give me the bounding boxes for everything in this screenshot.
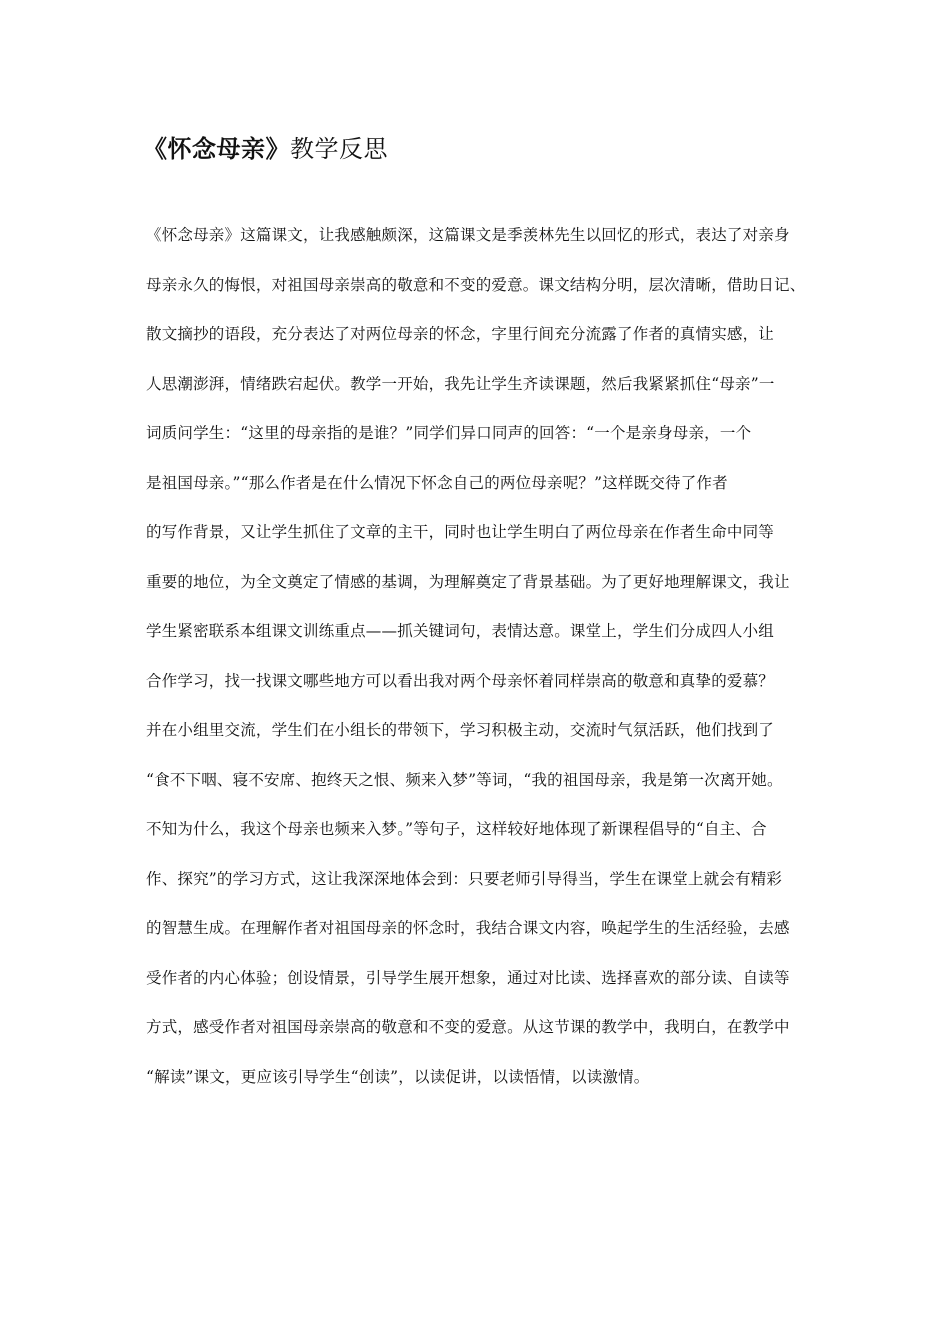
body-line: 并在小组里交流，学生们在小组长的带领下，学习积极主动，交流时气氛活跃，他们找到了: [146, 721, 775, 739]
body-line: 母亲永久的悔恨，对祖国母亲崇高的敬意和不变的爱意。课文结构分明，层次清晰，借助日记、: [146, 275, 806, 294]
body-line: 《怀念母亲》这篇课文，让我感触颇深，这篇课文是季羡林先生以回忆的形式，表达了对亲身: [146, 226, 790, 244]
document-title: [143, 132, 388, 166]
title-book-name: 《怀念母亲》: [143, 134, 290, 163]
document-body: [146, 220, 836, 1111]
body-line: 合作学习，找一找课文哪些地方可以看出我对两个母亲怀着同样崇高的敬意和真挚的爱慕？: [146, 671, 775, 690]
body-line: 的写作背景，又让学生抓住了文章的主干，同时也让学生明白了两位母亲在作者生命中同等: [146, 523, 775, 541]
body-line: 人思潮澎湃，情绪跌宕起伏。教学一开始，我先让学生齐读课题，然后我紧紧抓住“母亲”一: [146, 374, 775, 393]
body-line: 方式，感受作者对祖国母亲崇高的敬意和不变的爱意。从这节课的教学中，我明白，在教学中: [146, 1018, 790, 1036]
body-line: 不知为什么，我这个母亲也频来入梦。”等句子，这样较好地体现了新课程倡导的“自主、合: [146, 820, 767, 838]
title-suffix: 教学反思: [290, 135, 388, 163]
body-line: 的智慧生成。在理解作者对祖国母亲的怀念时，我结合课文内容，唤起学生的生活经验，去感: [146, 919, 790, 937]
body-line: 作、探究”的学习方式，这让我深深地体会到：只要老师引导得当，学生在课堂上就会有精彩: [146, 869, 783, 888]
body-line: “解读”课文，更应该引导学生“创读”，以读促讲，以读悟情，以读激情。: [146, 1067, 650, 1086]
body-line: 受作者的内心体验；创设情景，引导学生展开想象，通过对比读、选择喜欢的部分读、自读等: [146, 968, 790, 987]
body-line: 学生紧密联系本组课文训练重点——抓关键词句，表情达意。课堂上，学生们分成四人小组: [146, 622, 775, 640]
body-line: 词质问学生：“这里的母亲指的是谁？”同学们异口同声的回答：“一个是亲身母亲，一个: [146, 424, 752, 442]
body-line: 重要的地位，为全文奠定了情感的基调，为理解奠定了背景基础。为了更好地理解课文，我让: [146, 572, 790, 591]
body-line: 是祖国母亲。”“那么作者是在什么情况下怀念自己的两位母亲呢？”这样既交待了作者: [146, 473, 728, 492]
body-line: 散文摘抄的语段，充分表达了对两位母亲的怀念，字里行间充分流露了作者的真情实感，让: [146, 325, 775, 343]
body-line: “食不下咽、寝不安席、抱终天之恨、频来入梦”等词，“我的祖国母亲，我是第一次离开她。: [146, 770, 783, 789]
